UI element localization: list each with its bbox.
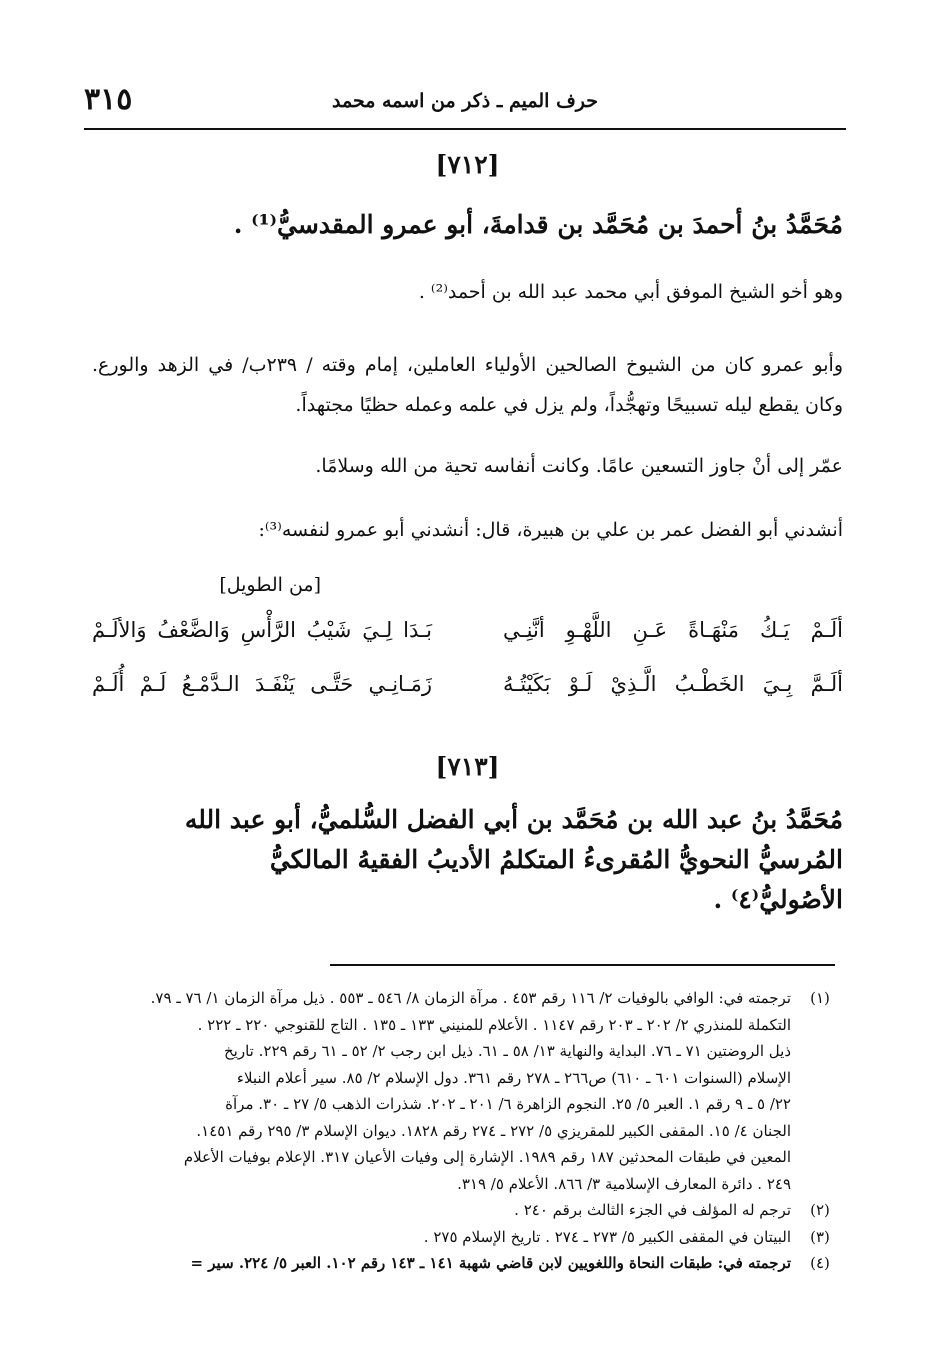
verse-1-first-hemistich: ألَـمْ يَـكُ مَنْهَـاةً عَـنِ اللَّهْـوِ أنَّنِـي bbox=[503, 618, 843, 642]
footnote-line: التكملة للمنذري ٢/ ٢٠٢ ـ ٢٠٣ رقم ١١٤٧ . الأعلام للمنيني ١٣٣ ـ ١٣٥ . التاج للقنوجي ٢٢٠ ـ ٢٢٢ . bbox=[197, 1015, 791, 1034]
footnote-line: ترجمته في: الوافي بالوفيات ٢/ ١١٦ رقم ٤٥٣ . مرآة الزمان ٨/ ٥٤٦ ـ ٥٥٣ . ذيل مرآة الزمان ١/ ٧٦ ـ ٧٩. bbox=[150, 989, 791, 1007]
footnote-line: البيتان في المقفى الكبير ٥/ ٢٧٣ ـ ٢٧٤ . تاريخ الإسلام ٢٧٥ . bbox=[423, 1227, 791, 1246]
footnote-text bbox=[92, 985, 791, 1197]
footnote-number: (٣) bbox=[810, 1227, 830, 1246]
footnote-line: الجنان ٤/ ١٥. المقفى الكبير للمقريزي ٥/ ٢٧٢ ـ ٢٧٤ رقم ١٨٢٨. ديوان الإسلام ٣/ ٢٩٥ رقم ١٤٥١. bbox=[196, 1121, 791, 1140]
verse-1-second-hemistich: بَـدَا لِـيَ شَيْبُ الرَّأْسِ وَالضَّعْفُ وَالألَـمْ bbox=[92, 618, 432, 642]
footnote-line: ٢٤٩ . دائرة المعارف الإسلامية ٣/ ٨٦٦. الأعلام ٥/ ٣١٩. bbox=[457, 1174, 791, 1193]
footnote-4 bbox=[92, 1250, 849, 1277]
page-number: ٣١٥ bbox=[84, 82, 133, 117]
entry-title-713-line-2: المُرسيُّ النحويُّ المُقرىءُ المتكلمُ الأديبُ الفقيهُ المالكيُّ bbox=[269, 845, 843, 874]
footnote-separator bbox=[330, 964, 835, 966]
header-rule bbox=[84, 128, 846, 130]
entry-title-713-line-1: مُحَمَّدُ بنُ عبد الله بن مُحَمَّد بن أبي الفضل السُّلميُّ، أبو عبد الله bbox=[184, 805, 843, 834]
footnote-line: الإسلام (السنوات ٦٠١ ـ ٦١٠) ص٢٦٦ ـ ٢٧٨ رقم ٣٦١. دول الإسلام ٢/ ٨٥. سير أعلام النبلاء bbox=[236, 1068, 791, 1087]
entry-number-712: [٧١٢] bbox=[435, 150, 500, 179]
recital-line: أنشدني أبو الفضل عمر بن علي بن هبيرة، قال: أنشدني أبو عمرو لنفسه⁽³⁾: bbox=[258, 519, 843, 541]
footnote-number: (٤) bbox=[810, 1254, 830, 1272]
entry-title-712: مُحَمَّدُ بنُ أحمدَ بن مُحَمَّد بن قدامةَ، أبو عمرو المقدسيُّ⁽¹⁾ . bbox=[233, 210, 843, 239]
meter-label: [من الطويل] bbox=[219, 574, 321, 596]
footnote-line: ترجمته في: طبقات النحاة واللغويين لابن قاضي شهبة ١٤١ ـ ١٤٣ رقم ١٠٢. العبر ٥/ ٢٢٤. سير = bbox=[190, 1254, 791, 1272]
entry-number-713: [٧١٣] bbox=[435, 752, 500, 781]
verse-2 bbox=[92, 672, 843, 712]
verse-2-first-hemistich: ألَـمَّ بِـيَ الخَطْـبُ الَّـذِيْ لَـوْ بَكَيْتُـهُ bbox=[503, 672, 843, 696]
footnote-line: ٢٢/ ٥ ـ ٩ رقم ١. العبر ٥/ ٢٥. النجوم الزاهرة ٦/ ٢٠١ ـ ٢٠٢. شذرات الذهب ٥/ ٢٧ ـ ٣٠. مرآة bbox=[225, 1095, 791, 1113]
footnote-2 bbox=[92, 1197, 849, 1224]
running-head: حرف الميم ـ ذكر من اسمه محمد bbox=[331, 90, 598, 112]
entry-title-713-line-3: الأصُوليُّ⁽٤⁾ . bbox=[713, 885, 843, 914]
age-line: عمّر إلى أنْ جاوز التسعين عامًا. وكانت أنفاسه تحية من الله وسلامًا. bbox=[315, 455, 843, 477]
description-paragraph: وأبو عمرو كان من الشيوخ الصالحين الأولياء العاملين، إمام وقته / ٢٣٩ب/ في الزهد والورع. وكان يقطع ليله تسبيحًا وتهجُّداً، ولم يزل في علمه وعمله حظيًا مجتهداً. bbox=[92, 354, 843, 416]
footnote-number: (٢) bbox=[810, 1201, 830, 1219]
verse-1 bbox=[92, 618, 843, 658]
footnote-line: ترجم له المؤلف في الجزء الثالث برقم ٢٤٠ . bbox=[514, 1201, 791, 1219]
footnote-line: المعين في طبقات المحدثين ١٨٧ رقم ١٩٨٩. الإشارة إلى وفيات الأعيان ٣١٧. الإعلام بوفيات الأعلام bbox=[183, 1148, 791, 1166]
footnote-3 bbox=[92, 1224, 849, 1251]
footnote-1 bbox=[92, 985, 849, 1197]
entry-title-713 bbox=[185, 800, 843, 920]
brother-line: وهو أخو الشيخ الموفق أبي محمد عبد الله بن أحمد⁽²⁾ . bbox=[418, 281, 843, 303]
footnote-number: (١) bbox=[810, 989, 830, 1007]
footnotes bbox=[92, 985, 849, 1277]
verse-2-second-hemistich: زَمَـانِـي حَتَّـى يَنْفَـدَ الـدَّمْـعُ لَـمْ أُلَـمْ bbox=[92, 672, 432, 696]
footnote-line: ذيل الروضتين ٧١ ـ ٧٦. البداية والنهاية ١٣/ ٥٨ ـ ٦١. ذيل ابن رجب ٢/ ٥٢ ـ ٦١ رقم ٢٢٩. تاريخ bbox=[224, 1042, 791, 1060]
